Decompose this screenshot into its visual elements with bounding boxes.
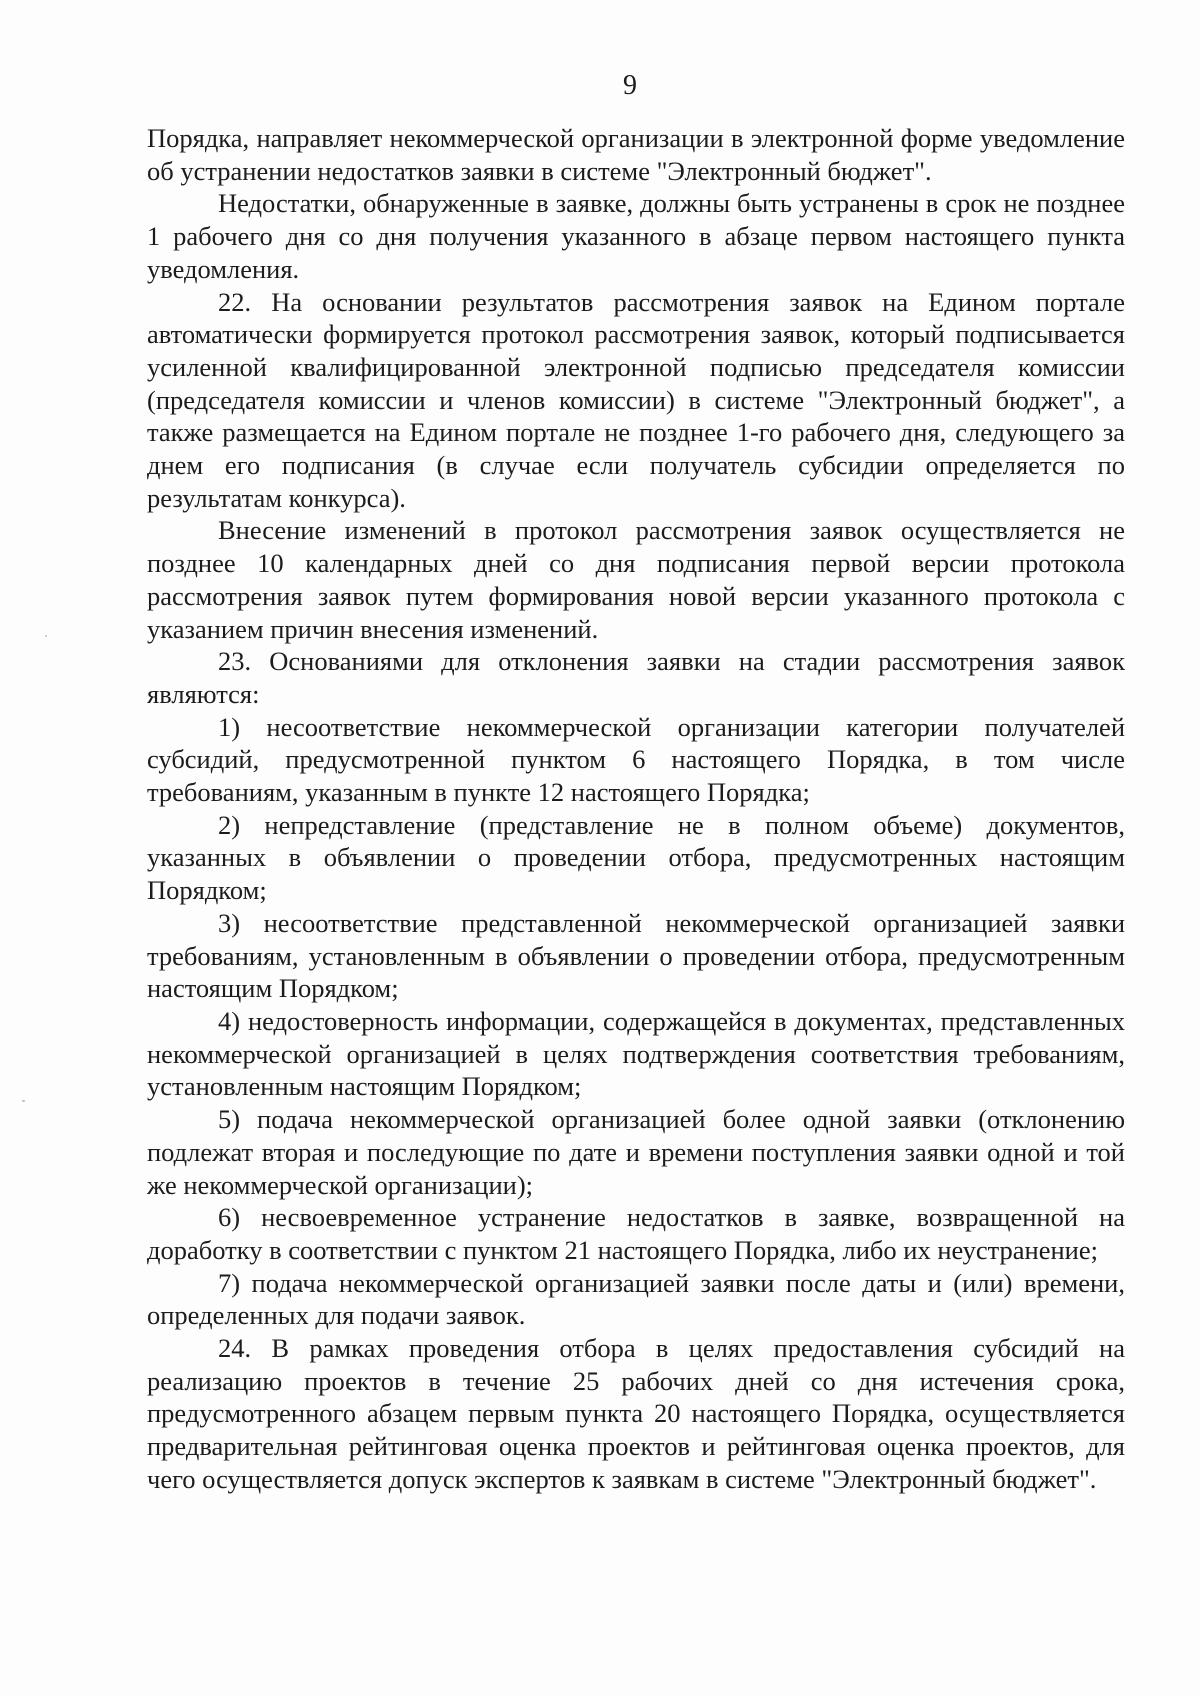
document-body [147, 122, 1125, 1496]
page-number: 9 [623, 70, 637, 101]
paragraph-clause-24: 24. В рамках проведения отбора в целях предоставления субсидий на реализацию проектов в течение 25 рабочих дней со дня истечения срока, предусмотренного абзацем первым пункта 20 настоящего Порядка, осуществляется предварительная рейтинговая оценка проектов и рейтинговая оценка проектов, для чего осуществляется допуск экспертов к заявкам в системе "Электронный бюджет". [147, 1333, 1125, 1494]
paragraph-continuation: Порядка, направляет некоммерческой организации в электронной форме уведомление об устранении недостатков заявки в системе "Электронный бюджет". [147, 123, 1125, 186]
paragraph-clause-22: 22. На основании результатов рассмотрения заявок на Едином портале автоматически формируется протокол рассмотрения заявок, который подписывается усиленной квалифицированной электронной подписью председателя комиссии (председателя комиссии и членов комиссии) в системе "Электронный бюджет", а также размещается на Едином портале не позднее 1-го рабочего дня, следующего за днем его подписания (в случае если получатель субсидии определяется по результатам конкурса). [147, 286, 1125, 513]
list-item-23-3: 3) несоответствие представленной некоммерческой организацией заявки требованиям, установленным в объявлении о проведении отбора, предусмотренным настоящим Порядком; [147, 907, 1125, 1004]
list-item-23-6: 6) несвоевременное устранение недостатков в заявке, возвращенной на доработку в соответствии с пунктом 21 настоящего Порядка, либо их неустранение; [147, 1202, 1125, 1265]
list-item-23-1: 1) несоответствие некоммерческой организации категории получателей субсидий, предусмотренной пунктом 6 настоящего Порядка, в том числе требованиям, указанным в пункте 12 настоящего Порядка; [147, 711, 1125, 808]
list-item-23-5: 5) подача некоммерческой организацией более одной заявки (отклонению подлежат вторая и последующие по дате и времени поступления заявки одной и той же некоммерческой организации); [147, 1104, 1125, 1200]
scan-speck [22, 1100, 25, 1102]
list-item-23-4: 4) недостоверность информации, содержащейся в документах, представленных некоммерческой организацией в целях подтверждения соответствия требованиям, установленным настоящим Порядком; [147, 1005, 1125, 1102]
list-item-23-2: 2) непредставление (представление не в полном объеме) документов, указанных в объявлении о проведении отбора, предусмотренных настоящим Порядком; [147, 809, 1125, 906]
scan-speck [45, 635, 47, 637]
paragraph-clause-22-changes: Внесение изменений в протокол рассмотрения заявок осуществляется не позднее 10 календарных дней со дня подписания первой версии протокола рассмотрения заявок путем формирования новой версии указанного протокола с указанием причин внесения изменений. [147, 515, 1125, 644]
list-item-23-7: 7) подача некоммерческой организацией заявки после даты и (или) времени, определенных для подачи заявок. [147, 1267, 1125, 1331]
paragraph-deficiencies: Недостатки, обнаруженные в заявке, должны быть устранены в срок не позднее 1 рабочего дня со дня получения указанного в абзаце первом настоящего пункта уведомления. [147, 188, 1125, 284]
paragraph-clause-23: 23. Основаниями для отклонения заявки на стадии рассмотрения заявок являются: [147, 646, 1125, 709]
